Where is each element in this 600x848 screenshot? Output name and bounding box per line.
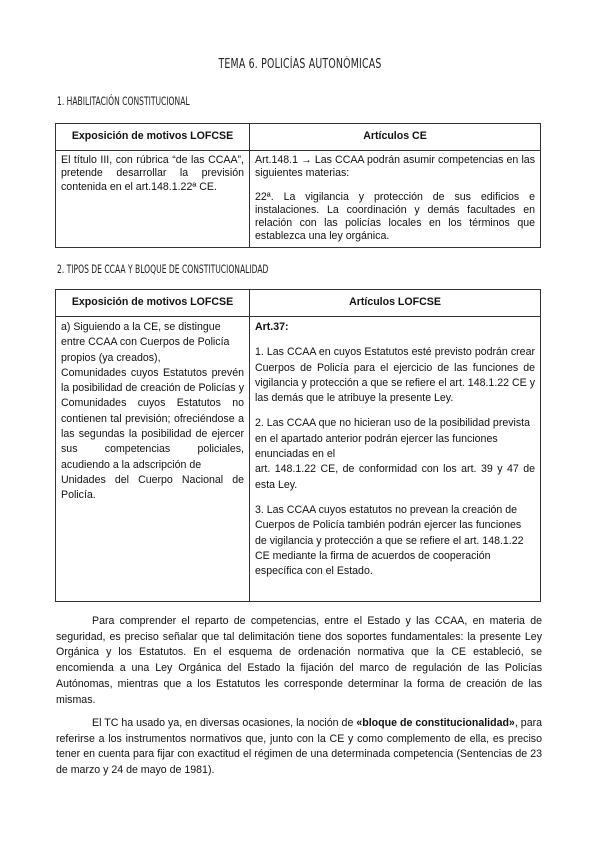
page-title: TEMA 6. POLICÍAS AUTONÓMICAS: [218, 57, 382, 72]
motive-text: Comunidades cuyos Estatutos prevén la posibilidad de creación de Policías y Comunidades cuyos Estatutos no contienen tal previsión; ofreciéndose a las segundas la posibilidad de ejercer sus competencias policiales, acudiendo a la adscripción de: [61, 366, 244, 471]
table-header-right: Artículos CE: [250, 124, 541, 151]
article-paragraph-2: 2. Las CCAA que no hicieran uso de la posibilidad prevista en el apartado anterior podrán ejercer las funciones enunciadas en el: [255, 417, 531, 461]
table-cell-left: El título III, con rúbrica “de las CCAA”, pretende desarrollar la previsión contenida en el art.148.1.22ª CE.: [56, 151, 250, 248]
article-paragraph-3: 3. Las CCAA cuyos estatutos no prevean la creación de Cuerpos de Policía también podrán ejercer las funciones de vigilancia y protección a que se refiere el art. 148.1.22 CE mediante la firma de acuerdos de cooperación específica con el Estado.: [255, 503, 524, 578]
table-habilitacion: [55, 123, 541, 248]
article-text: Art.148.1 → Las CCAA podrán asumir competencias en las siguientes materias:: [255, 154, 535, 180]
motive-text: Unidades del Cuerpo Nacional de Policía.: [61, 473, 244, 502]
article-title: Art.37:: [255, 321, 289, 333]
body-paragraph-1: Para comprender el reparto de competencias, entre el Estado y las CCAA, en materia de seguridad, es preciso señalar que tal delimitación tiene dos soportes fundamentales: la presente Ley Orgánica y los Estatutos. En el esquema de ordenación normativa que la CE estableció, se encomienda a una Ley Orgánica del Estado la fijación del marco de regulación de las Policías Autónomas, mientras que a los Estatutos les corresponde determinar la forma de creación de las mismas.: [56, 615, 542, 706]
table-header-right: Artículos LOFCSE: [250, 290, 541, 317]
table-tipos-ccaa: [55, 289, 541, 602]
article-paragraph-2-cont: art. 148.1.22 CE, de conformidad con los art. 39 y 47 de esta Ley.: [255, 463, 535, 491]
table-cell-left: [56, 317, 250, 602]
article-paragraph-1: 1. Las CCAA en cuyos Estatutos esté previsto podrán crear Cuerpos de Policía para el ejercicio de las funciones de vigilancia y protección a que se refiere el art. 148.1.22 CE y las demás que le atribuye la presente Ley.: [255, 346, 535, 405]
table-header-left: Exposición de motivos LOFCSE: [56, 124, 250, 151]
section-heading-1: 1. HABILITACIÓN CONSTITUCIONAL: [57, 94, 190, 108]
table-cell-right: [250, 317, 541, 602]
bold-term: «bloque de constitucionalidad»: [356, 717, 515, 729]
table-cell-right: [250, 151, 541, 248]
table-header-left: Exposición de motivos LOFCSE: [56, 290, 250, 317]
body-paragraph-2: El TC ha usado ya, en diversas ocasiones, la noción de «bloque de constitucionalidad», para referirse a los instrumentos normativos que, junto con la CE y como complemento de ella, es preciso tener en cuenta para fijar con exactitud el régimen de una determinada competencia (Sentencias de 23 de marzo y 24 de mayo de 1981).: [56, 717, 542, 777]
article-text: 22ª. La vigilancia y protección de sus edificios e instalaciones. La coordinación y demás facultades en relación con las policías locales en los términos que establezca una ley orgánica.: [255, 190, 535, 243]
section-heading-2: 2. TIPOS DE CCAA Y BLOQUE DE CONSTITUCIONALIDAD: [57, 262, 269, 276]
motive-text: a) Siguiendo a la CE, se distingue entre CCAA con Cuerpos de Policía propios (ya creados),: [61, 321, 230, 364]
